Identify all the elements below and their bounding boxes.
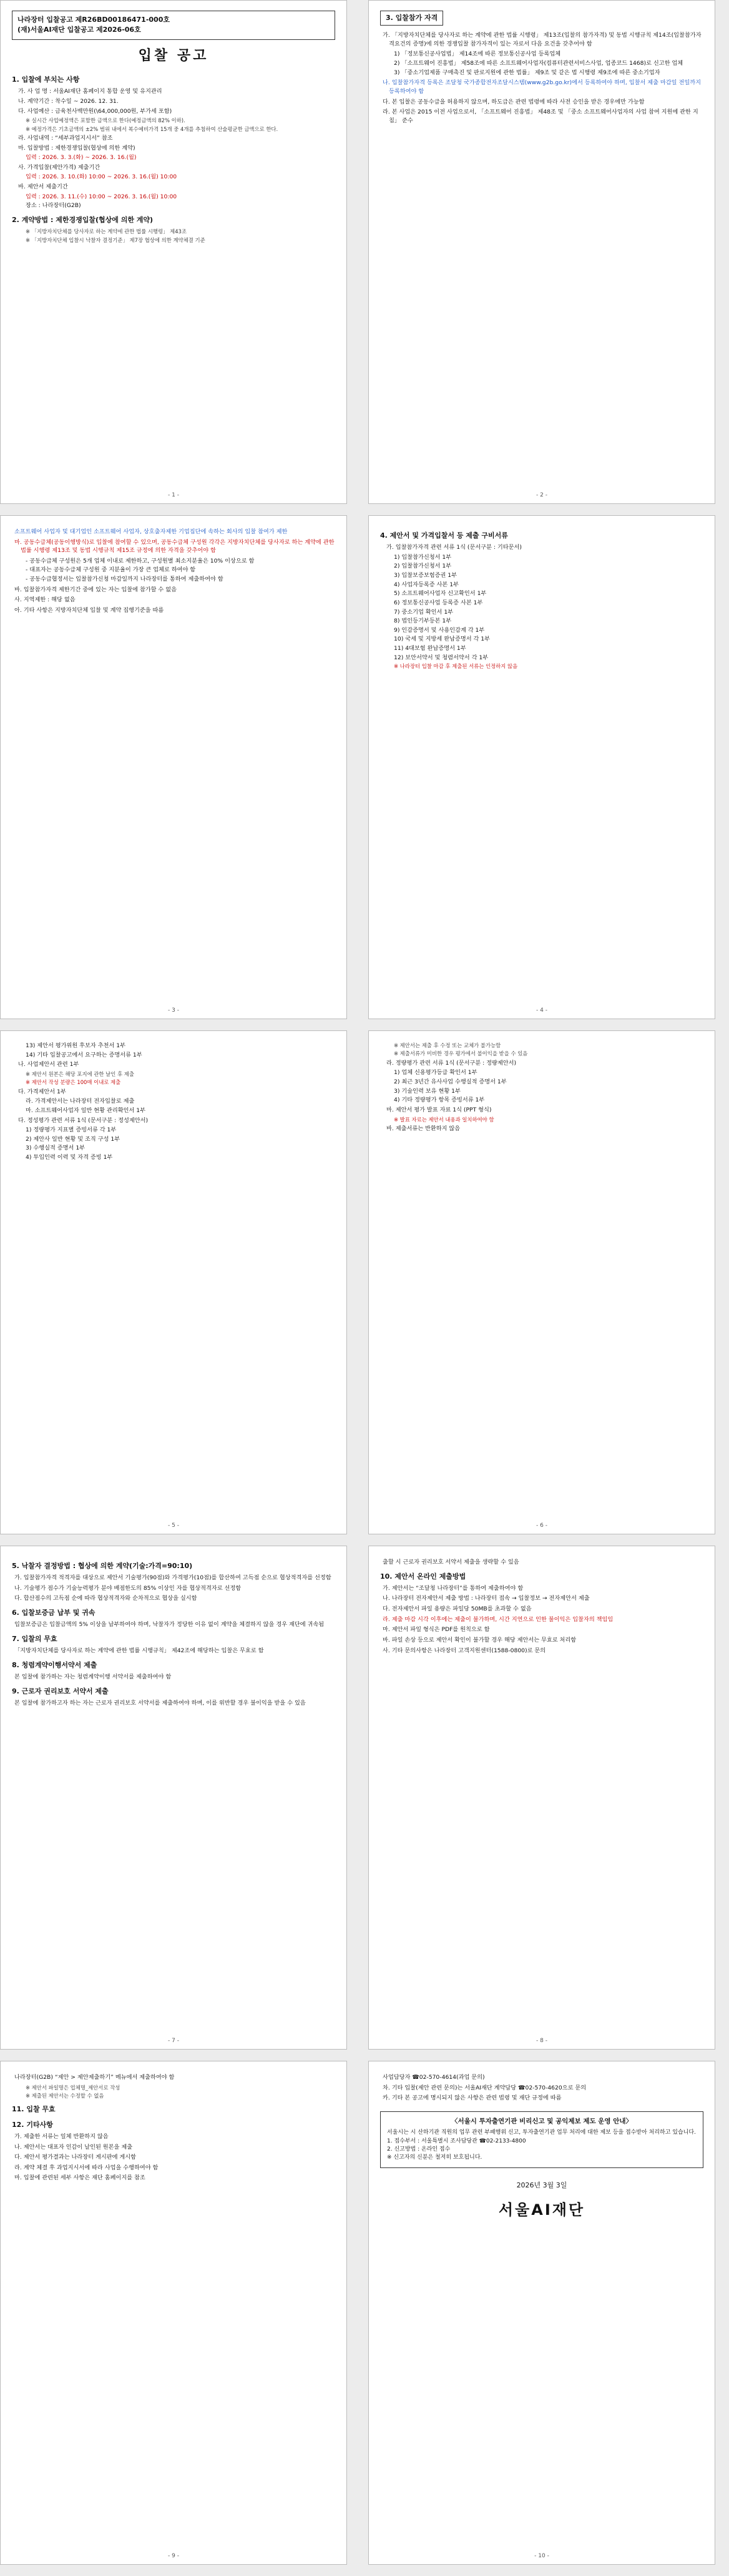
- para: 3) 「중소기업제품 구매촉진 및 판로지원에 관한 법률」 제9조 및 같은 법 시행령 제9조에 따른 중소기업자: [394, 69, 660, 76]
- note: ※ 제안서 원본은 해당 포지에 관한 날인 후 제출: [26, 1070, 134, 1077]
- para: - 공동수급협정서는 입찰참가신청 마감일까지 나라장터를 통하여 제출하여야 함: [26, 576, 223, 583]
- para: 카. 기타 본 공고에 명시되지 않은 사항은 관련 법령 및 재단 규정에 따름: [383, 2094, 562, 2102]
- page-6: [368, 1030, 715, 1534]
- page-number: - 8 -: [536, 2037, 547, 2044]
- list-item: 11) 4대보험 완납증명서 1부: [394, 644, 466, 652]
- section-2-heading: 2. 계약방법 : 제한경쟁입찰(협상에 의한 계약): [12, 215, 154, 224]
- list-item: 1) 정량평가 지표별 증빙서류 각 1부: [26, 1126, 117, 1134]
- para: 나. 입찰참가자격 등록은 조달청 국가종합전자조달시스템(www.g2b.go.kr)에서 등록하여야 하며, 입찰서 제출 마감일 전일까지 등록하여야 함: [383, 79, 701, 95]
- para: 2) 「소프트웨어 진흥법」 제58조에 따른 소프트웨어사업자(컴퓨터관련서비스사업, 업종코드 1468)로 신고한 업체: [394, 60, 683, 67]
- list-item: 9) 인감증명서 및 사용인감계 각 1부: [394, 626, 485, 634]
- list-item: 마. 소프트웨어사업자 일반 현황 관리확인서 1부: [26, 1106, 145, 1114]
- para: 가. 「지방자치단체를 당사자로 하는 계약에 관한 법률 시행령」 제13조(입찰의 참가자격) 및 동법 시행규칙 제14조(입찰참가자격요건의 증명)에 의한 경쟁입찰 참가자격이 있는 자로서 다음 요건을 갖추어야 함: [383, 32, 702, 47]
- section-1-heading: 1. 입찰에 부치는 사항: [12, 75, 80, 84]
- sub-heading: 바. 제출서류는 반환하지 않음: [386, 1125, 461, 1132]
- note-2: ※ 예정가격은 기초금액의 ±2% 범위 내에서 복수예비가격 15개 중 4개를 추첨하여 산술평균한 금액으로 한다.: [26, 125, 278, 132]
- contact: 사업담당자 ☎02-570-4614(과업 문의): [383, 2074, 485, 2081]
- note: ※ 제출된 제안서는 수정할 수 없음: [26, 2093, 104, 2099]
- list-item: 라. 가격제안서는 나라장터 전자입찰로 제출: [26, 1098, 135, 1105]
- list-item: 4) 사업자등록증 사본 1부: [394, 581, 459, 588]
- item-method: 마. 입찰방법 : 제한경쟁입찰(협상에 의한 계약): [18, 144, 135, 152]
- list-item: 5) 소프트웨어사업자 신고확인서 1부: [394, 590, 487, 598]
- page-4: [368, 515, 715, 1019]
- section-7-heading: 7. 입찰의 무효: [12, 1634, 57, 1643]
- period-3: 입력 : 2026. 3. 11.(수) 10:00 ~ 2026. 3. 16.(월) 10:00: [26, 193, 177, 200]
- list-item: 4) 기타 정량평가 항목 증빙서류 1부: [394, 1097, 485, 1104]
- para: 바. 파일 손상 등으로 제안서 확인이 불가할 경우 해당 제안서는 무효로 처리함: [383, 1636, 577, 1644]
- page-number: - 10 -: [534, 2552, 549, 2559]
- sec2-note-2: ※ 「지방자치단체 입찰시 낙찰자 결정기준」 제7장 협상에 의한 계약체결 기준: [26, 236, 205, 243]
- para: 나. 나라장터 전자제안서 제출 방법 : 나라장터 접속 → 입찰정보 → 전자제안서 제출: [383, 1595, 590, 1602]
- note: ※ 나라장터 입찰 마감 후 제출된 서류는 인정하지 않음: [394, 663, 518, 670]
- para: 다. 전자제안서 파일 용량은 파일당 50MB를 초과할 수 없음: [383, 1605, 532, 1613]
- item-proposal-period: 바. 제안서 제출기간: [18, 183, 68, 191]
- page-number: - 1 -: [168, 491, 179, 498]
- list-item: 12) 보안서약서 및 청렴서약서 각 1부: [394, 654, 489, 661]
- section-11-heading: 11. 입찰 무효: [12, 2105, 56, 2114]
- para: 다. 제안서 평가결과는 나라장터 게시판에 게시함: [14, 2154, 137, 2161]
- page-10: [368, 2061, 715, 2565]
- para: 다. 본 입찰은 공동수급을 허용하지 않으며, 하도급은 관련 법령에 따라 사전 승인을 받은 경우에만 가능함: [383, 98, 645, 105]
- para: 바. 입찰참가자격 제한기간 중에 있는 자는 입찰에 참가할 수 없음: [14, 586, 177, 593]
- section-12-heading: 12. 기타사항: [12, 2120, 53, 2129]
- para: 본 입찰에 참가하는 자는 청렴계약이행 서약서를 제출하여야 함: [14, 1673, 172, 1681]
- note: ※ 제안서 파일명은 업체명_제안서로 작성: [26, 2084, 120, 2091]
- note-1: ※ 실시간 사업예정액은 포함한 금액으로 한다(예정금액의 82% 이하).: [26, 117, 185, 124]
- list-item: 3) 기술인력 보유 현황 1부: [394, 1087, 461, 1095]
- section-10-heading: 10. 제안서 온라인 제출방법: [380, 1572, 466, 1581]
- section-8-heading: 8. 청렴계약이행서약서 제출: [12, 1660, 97, 1669]
- list-item: 다. 가격제안서 1부: [18, 1088, 66, 1095]
- para: 「지방자치단체를 당사자로 하는 계약에 관한 법률 시행규칙」 제42조에 해당하는 입찰은 무효로 함: [14, 1647, 264, 1655]
- page-number: - 4 -: [536, 1007, 547, 1014]
- para: 마. 공동수급체(공동이행방식)로 입찰에 참여할 수 있으며, 공동수급체 구성원 각각은 지방자치단체를 당사자로 하는 계약에 관한 법률 시행령 제13조 및 동법 시행규칙 제15조 규정에 의한 자격을 갖추어야 함: [14, 538, 335, 554]
- page-title: 입찰 공고: [138, 47, 209, 64]
- sub-heading: 라. 정량평가 관련 서류 1식 (문서구분 : 정량제안서): [386, 1059, 517, 1067]
- list-item: 2) 제안사 일반 현황 및 조직 구성 1부: [26, 1135, 120, 1143]
- notice-id-line-1: 나라장터 입찰공고 제R26BD00186471-000호: [17, 16, 170, 24]
- page-8: [368, 1546, 715, 2050]
- para: 나. 제안서는 대표자 인감이 날인된 원본을 제출: [14, 2143, 133, 2151]
- note: ※ 제출서류가 미비한 경우 평가에서 불이익을 받을 수 있음: [394, 1050, 528, 1057]
- public-report-line: 서울시는 시 산하기관 직원의 업무 관련 부패행위 신고, 투자출연기관 업무 처리에 대한 제보 등을 접수받아 처리하고 있습니다.: [387, 2129, 696, 2136]
- note: ※ 발표 자료는 제안서 내용과 일치하여야 함: [394, 1116, 494, 1123]
- list-item: 3) 수행실적 증명서 1부: [26, 1145, 86, 1152]
- page-9: [0, 2061, 347, 2565]
- lead-text: 소프트웨어 사업자 및 대기업인 소프트웨어 사업자, 상호출자제한 기업집단에 속하는 회사의 입찰 참여가 제한: [14, 528, 288, 535]
- list-item: 10) 국세 및 지방세 완납증명서 각 1부: [394, 636, 491, 643]
- item-project-name: 가. 사 업 명 : 서울AI재단 홈페이지 통합 운영 및 유지관리: [18, 88, 162, 95]
- para: 가. 제출한 서류는 일체 반환하지 않음: [14, 2133, 109, 2141]
- public-report-line: 2. 신고방법 : 온라인 접수: [387, 2146, 451, 2152]
- section-6-heading: 6. 입찰보증금 납부 및 귀속: [12, 1609, 95, 1617]
- section-3-heading: 3. 입찰참가 자격: [380, 11, 443, 26]
- list-item: 14) 기타 입찰공고에서 요구하는 증명서류 1부: [26, 1051, 142, 1058]
- list-item: 2) 최근 3년간 유사사업 수행실적 증명서 1부: [394, 1078, 507, 1086]
- period-2: 입력 : 2026. 3. 10.(화) 10:00 ~ 2026. 3. 16.(월) 10:00: [26, 173, 177, 181]
- page-number: - 7 -: [168, 2037, 179, 2044]
- para: 입찰보증금은 입찰금액의 5% 이상을 납부하여야 하며, 낙찰자가 정당한 이유 없이 계약을 체결하지 않을 경우 재단에 귀속됨: [14, 1621, 325, 1629]
- page-number: - 2 -: [536, 491, 547, 498]
- para: 사. 지역제한 : 해당 없음: [14, 596, 76, 604]
- list-item: 13) 제안서 평가위원 후보자 추천서 1부: [26, 1042, 125, 1049]
- para: 사. 기타 문의사항은 나라장터 고객지원센터(1588-0800)로 문의: [383, 1647, 546, 1654]
- para: 마. 제안서 파일 형식은 PDF를 원칙으로 함: [383, 1626, 490, 1634]
- page-7: [0, 1546, 347, 2050]
- issuer-name: 서울AI재단: [498, 2201, 585, 2219]
- para: 라. 본 사업은 2015 이전 사업으로서, 「소프트웨어 진흥법」 제48조 및 「중소 소프트웨어사업자의 사업 참여 지원에 관한 지침」 준수: [383, 109, 698, 124]
- list-item: 6) 정보통신공사업 등록증 사본 1부: [394, 599, 483, 606]
- page-number: - 5 -: [168, 1522, 179, 1529]
- page-1: [0, 0, 347, 504]
- section-5-heading: 5. 낙찰자 결정방법 : 협상에 의한 계약(기술:가격=90:10): [12, 1562, 193, 1570]
- section-9-heading: 9. 근로자 권리보호 서약서 제출: [12, 1687, 109, 1695]
- place: 장소 : 나라장터(G2B): [26, 202, 81, 210]
- para: 가. 제안서는 “조달청 나라장터”를 통하여 제출하여야 함: [383, 1584, 524, 1592]
- public-report-line: 1. 접수부서 : 서울특별시 조사담당관 ☎02-2133-4800: [387, 2138, 526, 2144]
- issue-date: 2026년 3월 3일: [516, 2181, 567, 2189]
- page-number: - 6 -: [536, 1522, 547, 1529]
- para: 차. 기타 입찰(제안 관련 문의)는 서울AI재단 계약담당 ☎02-570-4620으로 문의: [383, 2084, 587, 2091]
- para: 본 입찰에 참가하고자 하는 자는 근로자 권리보호 서약서를 제출하여야 하며, 이를 위반할 경우 불이익을 받을 수 있음: [14, 1699, 306, 1707]
- list-item: 8) 법인등기부등본 1부: [394, 617, 452, 625]
- page-number: - 3 -: [168, 1007, 179, 1014]
- notice-id-line-2: (재)서울AI재단 입찰공고 제2026-06호: [17, 26, 141, 34]
- list-item: 나. 사업제안서 관련 1부: [18, 1061, 79, 1068]
- item-scope: 라. 사업내역 : “세부과업지시서” 참조: [18, 135, 113, 142]
- sub-heading: 마. 제안서 평가 발표 자료 1식 (PPT 형식): [386, 1106, 492, 1113]
- note: ※ 제안서는 제출 후 수정 또는 교체가 불가능함: [394, 1042, 501, 1048]
- section-4-heading: 4. 제안서 및 가격입찰서 등 제출 구비서류: [380, 531, 508, 540]
- item-price-period: 사. 가격입찰(제안가격) 제출기간: [18, 163, 100, 171]
- para: - 공동수급체 구성원은 5개 업체 이내로 제한하고, 구성원별 최소지분율은 10% 이상으로 함: [26, 557, 255, 564]
- para: - 대표자는 공동수급체 구성원 중 지분율이 가장 큰 업체로 하여야 함: [26, 566, 196, 574]
- para: 라. 제출 마감 시각 이후에는 제출이 불가하며, 시간 지연으로 인한 불이익은 입찰자의 책임임: [383, 1615, 614, 1623]
- list-item: 7) 중소기업 확인서 1부: [394, 608, 454, 616]
- page-3: [0, 515, 347, 1019]
- sub-b-heading: 다. 정성평가 관련 서류 1식 (문서구분 : 정성제안서): [18, 1116, 149, 1124]
- list-item: 2) 입찰참가신청서 1부: [394, 563, 452, 570]
- note: ※ 제안서 작성 분량은 100매 이내로 제출: [26, 1079, 121, 1086]
- page-number: - 9 -: [168, 2552, 179, 2559]
- sec2-note-1: ※ 「지방자치단체를 당사자로 하는 계약에 관한 법률 시행령」 제43조: [26, 228, 187, 235]
- sub-a-heading: 가. 입찰참가자격 관련 서류 1식 (문서구분 : 기타문서): [386, 544, 522, 551]
- notice-id-box: [12, 11, 335, 40]
- para: 가. 입찰참가자격 적격자를 대상으로 제안서 기술평가(90점)와 가격평가(10점)를 합산하여 고득점 순으로 협상적격자를 선정함: [14, 1574, 331, 1582]
- para: 출할 시 근로자 권리보호 서약서 제출을 생략할 수 있음: [383, 1559, 519, 1566]
- para: 다. 합산점수의 고득점 순에 따라 협상적격자와 순차적으로 협상을 실시함: [14, 1595, 197, 1602]
- para: 나라장터(G2B) “제안 > 제안제출하기” 메뉴에서 제출하여야 함: [14, 2074, 175, 2081]
- para: 나. 기술평가 점수가 기술능력평가 분야 배점한도의 85% 이상인 자를 협상적격자로 선정함: [14, 1584, 242, 1592]
- public-report-line: ※ 신고자의 신분은 철저히 보호됩니다.: [387, 2154, 482, 2161]
- page-5: [0, 1030, 347, 1534]
- para: 라. 계약 체결 후 과업지시서에 따라 사업을 수행하여야 함: [14, 2164, 159, 2171]
- para: 1) 「정보통신공사업법」 제14조에 따른 정보통신공사업 등록업체: [394, 51, 561, 58]
- item-contract-period: 나. 계약기간 : 착수일 ~ 2026. 12. 31.: [18, 97, 119, 105]
- list-item: 4) 투입인력 이력 및 자격 증빙 1부: [26, 1153, 113, 1161]
- public-report-box: [380, 2111, 703, 2168]
- page-2: [368, 0, 715, 504]
- list-item: 1) 입찰참가신청서 1부: [394, 553, 452, 561]
- para: 마. 입찰에 관련된 세부 사항은 재단 홈페이지를 참조: [14, 2174, 145, 2182]
- public-report-title: 〈서울시 투자출연기관 비리신고 및 공익제보 제도 운영 안내〉: [451, 2117, 633, 2125]
- period-1: 입력 : 2026. 3. 3.(화) ~ 2026. 3. 16.(월): [26, 154, 137, 162]
- item-budget: 다. 사업예산 : 금육천사백만원(\64,000,000원, 부가세 포함): [18, 107, 172, 115]
- list-item: 1) 업체 신용평가등급 확인서 1부: [394, 1069, 477, 1077]
- list-item: 3) 입찰보증보험증권 1부: [394, 572, 457, 579]
- para: 아. 기타 사항은 지방자치단체 입찰 및 계약 집행기준을 따름: [14, 606, 164, 614]
